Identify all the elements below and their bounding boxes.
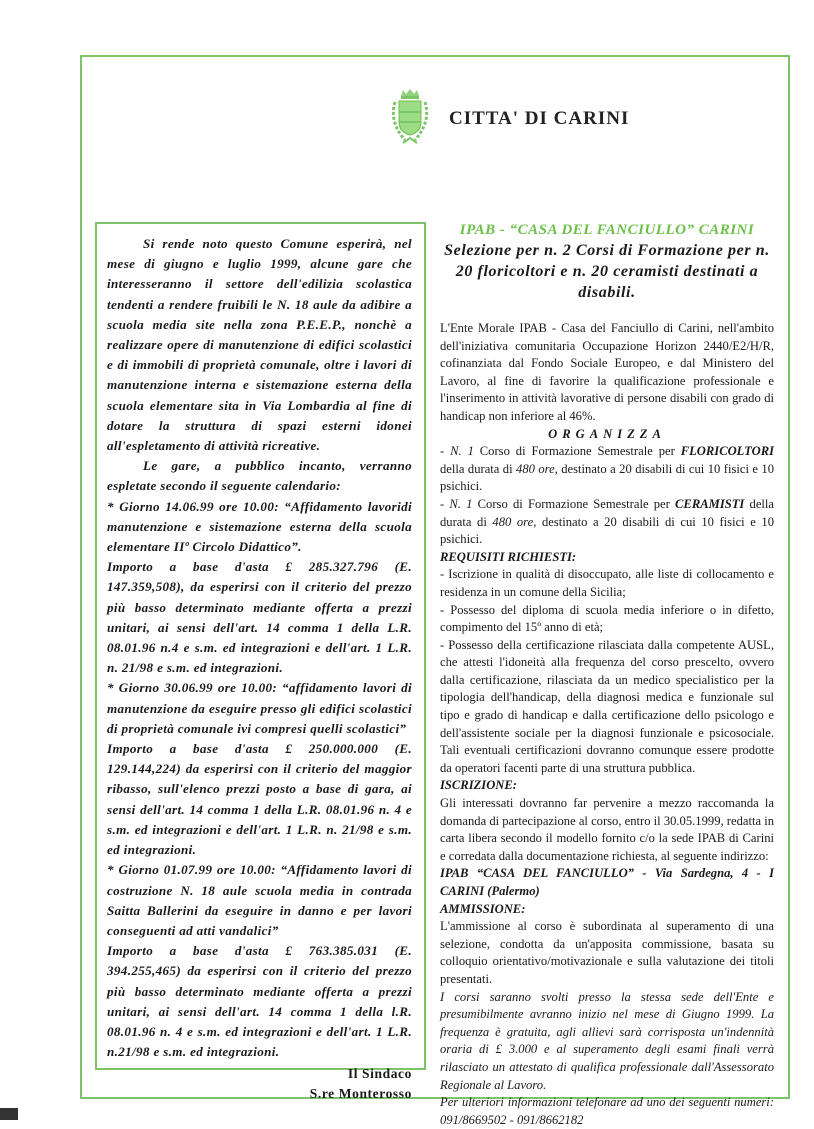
tender-3: * Giorno 01.07.99 ore 10.00: “Affidamento lavori di costruzione N. 18 aule scuola media in contrada Saitta Ballerini da eseguire in danno e per lavori conseguenti ad atti vandalici” <box>107 862 412 938</box>
admission-text: L'ammissione al corso è subordinata al superamento di una selezione, condotta da un'apposita commissione, basata su colloquio orientativo/motivazionale e sulla valutazione dei titoli presentati. <box>440 919 774 986</box>
course-1: - N. 1 Corso di Formazione Semestrale per FLORICOLTORI della durata di 480 ore, destinato a 20 disabili di cui 10 fisici e 10 psichici. <box>440 444 775 494</box>
enrollment-heading: ISCRIZIONE: <box>440 778 517 793</box>
enrollment-text: Gli interessati dovranno far pervenire a mezzo raccomanda la domanda di partecipazione al corso, entro il 30.05.1999, redatta in carta libera secondo il modello fornito c/o la sede IPAB di Carini e corredata dalla documentazione richiesta, al seguente indirizzo: <box>440 796 774 863</box>
requirement-2: - Possesso del diploma di scuola media inferiore o in difetto, compimento del 15º anno di età; <box>440 602 774 635</box>
tender-2: * Giorno 30.06.99 ore 10.00: “affidamento lavori di manutenzione da eseguire presso gli edifici scolastici di proprietà comunale ivi compresi quelli scolastici” <box>107 680 412 736</box>
course-2: - N. 1 Corso di Formazione Semestrale per CERAMISTI della durata di 480 ore, destinato a 20 disabili di cui 10 fisici e 10 psichici. <box>440 496 775 547</box>
announcement-subtitle: Selezione per n. 2 Corsi di Formazione per n. 20 floricoltori e n. 20 ceramisti destinati a disabili. <box>444 242 770 301</box>
organizza-heading: ORGANIZZA <box>548 426 666 441</box>
coat-of-arms-icon <box>385 88 435 150</box>
requirements-heading: REQUISITI RICHIESTI: <box>440 549 577 564</box>
contact-info: Per ulteriori informazioni telefonare ad uno dei seguenti numeri: 091/8669502 - 091/8662182 <box>440 1095 774 1127</box>
signature-name: S.re Monterosso <box>309 1086 412 1102</box>
notice-calendar-intro: Le gare, a pubblico incanto, verranno espletate secondo il seguente calendario: <box>107 458 412 494</box>
tender-1-amount: Importo a base d'asta £ 285.327.796 (E. 147.359,508), da esperirsi con il criterio del prezzo più basso determinato mediante offerta a prezzi unitari, ai sensi dell'art. 14 comma 1 della L.R. 08.01.96 n.4 e s.m. ed integrazioni e dell'art. 1 L.R. n. 21/98 e s.m. ed integrazioni. <box>107 559 412 676</box>
notice-intro: Si rende noto questo Comune esperirà, nel mese di giugno e luglio 1999, alcune gare che interesseranno il settore dell'edilizia scolastica tendenti a rendere fruibili le N. 18 aule da adibire a scuola media site nella zona P.E.E.P., nonchè a realizzare opere di manutenzione di edifici scolastici e di immobili di proprietà comunale, oltre i lavori di manutenzione interna e sistemazione esterna della scuola elementare sita in Via Lombardia al fine di dotare la struttura di spazi esterni idonei all'espletamento di attività ricreative. <box>107 236 412 454</box>
course-note: I corsi saranno svolti presso la stessa sede dell'Ente e presumibilmente avranno inizio nel mese di Giugno 1999. La frequenza è gratuita, agli allievi sarà corrisposta un'indennità oraria di £ 3.000 e al superamento degli esami finali verrà rilasciato un attestato di qualifica professionale dall'Assessorato Regionale al Lavoro. <box>440 989 774 1092</box>
signature <box>107 1064 412 1104</box>
municipal-notice <box>95 222 426 1102</box>
scan-mark <box>0 1108 18 1120</box>
requirement-1: - Iscrizione in qualità di disoccupato, alle liste di collocamento e residenza in un comune della Sicilia; <box>440 567 774 599</box>
address: IPAB “CASA DEL FANCIULLO” - Via Sardegna, 4 - I CARINI (Palermo) <box>440 866 774 898</box>
ipab-heading: IPAB - “CASA DEL FANCIULLO” CARINI <box>459 222 755 238</box>
signature-role: Il Sindaco <box>347 1066 412 1082</box>
header <box>385 88 629 150</box>
tender-1: * Giorno 14.06.99 ore 10.00: “Affidamento lavoridi manutenzione e sistemazione esterna della scuola elementare IIº Circolo Didattico”. <box>107 498 412 555</box>
ipab-announcement <box>440 220 774 1129</box>
admission-heading: AMMISSIONE: <box>440 901 526 916</box>
tender-2-amount: Importo a base d'asta £ 250.000.000 (E. 129.144,224) da esperirsi con il criterio del maggior ribasso, sull'elenco prezzi posto a base di gara, ai sensi dell'art. 14 comma 1 della L.R. 08.01.96 n. 4 e s.m. ed integrazioni e dell'art. 1 L.R. n. 21/98 e s.m. ed integrazioni. <box>107 741 412 858</box>
intro-text: L'Ente Morale IPAB - Casa del Fanciullo di Carini, nell'ambito dell'iniziativa comunitaria Occupazione Horizon 2440/E2/H/R, cofinanziata dal Fondo Sociale Europeo, e dal Ministero del Lavoro, al fine di favorire la qualificazione professionale e l'inserimento in attività lavorative di persone disabili con grado di handicap non inferiore al 46%. <box>440 321 774 423</box>
tender-3-amount: Importo a base d'asta £ 763.385.031 (E. 394.255,465) da esperirsi con il criterio del prezzo più basso determinato mediante offerta a prezzi unitari, ai sensi dell'art. 14 comma 1 della l.R. 08.01.96 n. 4 e s.m. ed integrazioni e dell'art. 1 L.R. n.21/98 e s.m. ed integrazioni. <box>107 943 412 1060</box>
requirement-3: - Possesso della certificazione rilasciata dalla competente AUSL, che attesti l'idoneità alla frequenza del corso prescelto, ovvero dalla certificazione, rilasciata da un medico specialistico per la tipologia dell'handicap, della diagnosi medica e funzionale sul tipo e grado di handicap e dalla certificazione dello psicologo e dell'assistente sociale per la diagnosi funzionale e psicosociale. Tali eventuali certificazioni dovranno comunque essere prodotte da operatori facenti parte di una struttura pubblica. <box>440 637 774 775</box>
city-title: CITTA' DI CARINI <box>449 108 630 129</box>
